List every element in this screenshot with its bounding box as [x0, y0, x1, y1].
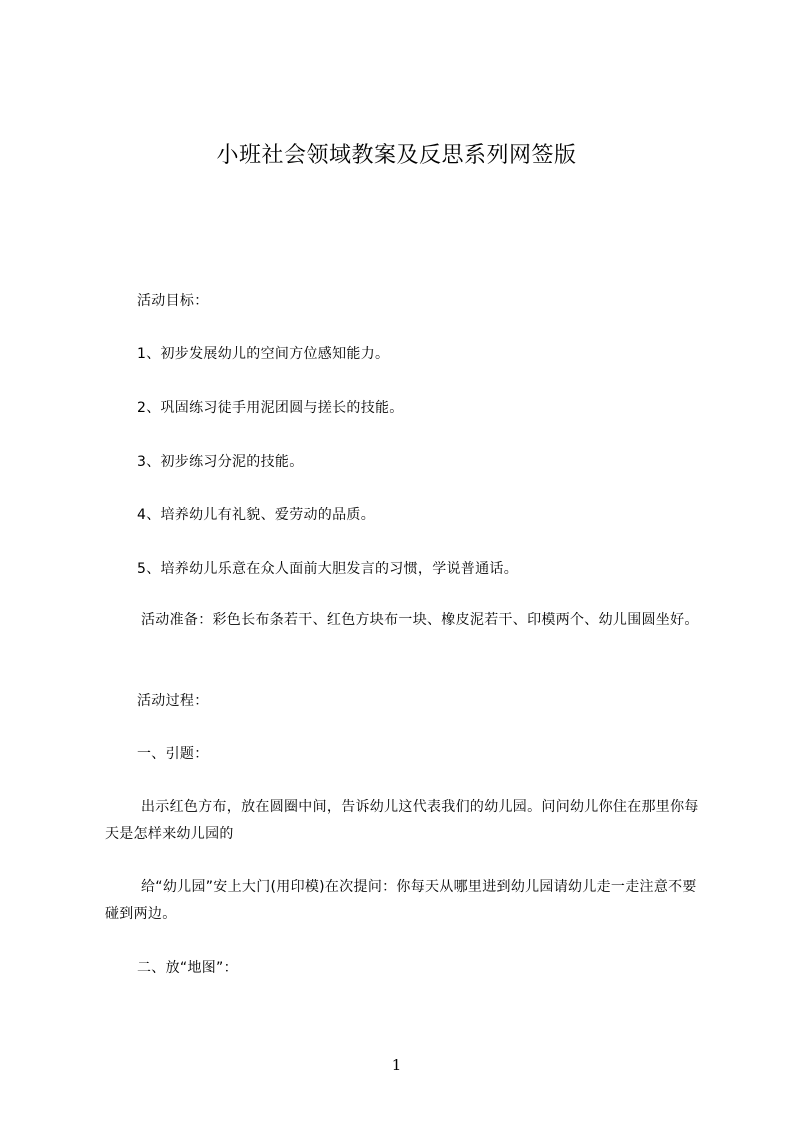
gate-paragraph: 给“幼儿园”安上大门(用印模)在次提问：你每天从哪里进到幼儿园请幼儿走一走注意不要碰到两边。 — [105, 879, 697, 922]
goal-item-4: 4、培养幼儿有礼貌、爱劳动的品质。 — [137, 507, 376, 523]
step-heading-intro: 一、引题： — [137, 746, 209, 762]
preparation-paragraph: 活动准备：彩色长布条若干、红色方块布一块、橡皮泥若干、印模两个、幼儿围圆坐好。 — [141, 612, 699, 628]
section-heading-goals: 活动目标： — [137, 293, 209, 309]
intro-paragraph: 出示红色方布，放在圆圈中间，告诉幼儿这代表我们的幼儿园。问问幼儿你住在那里你每天是怎样来幼儿园的 — [105, 799, 699, 842]
goal-item-2: 2、巩固练习徒手用泥团圆与搓长的技能。 — [137, 400, 404, 416]
section-heading-process: 活动过程： — [137, 693, 209, 709]
step-heading-map: 二、放“地图”： — [137, 960, 238, 976]
goal-item-1: 1、初步发展幼儿的空间方位感知能力。 — [137, 346, 390, 362]
page-number: 1 — [391, 1056, 402, 1074]
goal-item-5: 5、培养幼儿乐意在众人面前大胆发言的习惯，学说普通话。 — [137, 561, 519, 577]
page-title: 小班社会领域教案及反思系列网签版 — [216, 143, 577, 168]
goal-item-3: 3、初步练习分泥的技能。 — [137, 454, 304, 470]
